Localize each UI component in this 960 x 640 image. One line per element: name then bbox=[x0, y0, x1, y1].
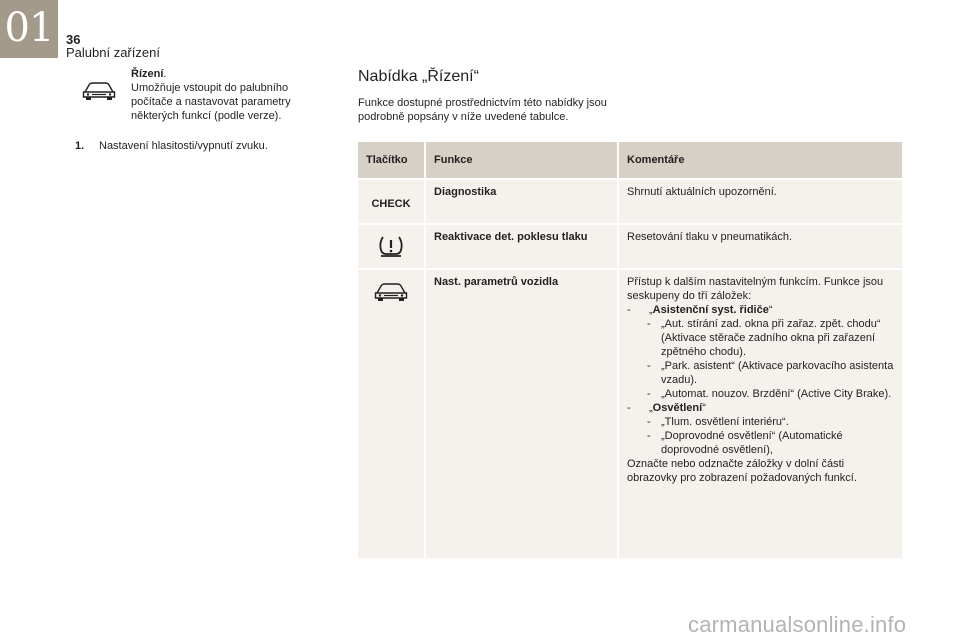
header-button: Tlačítko bbox=[358, 142, 426, 178]
list-item: - „Asistenční syst. řidiče“ bbox=[627, 304, 773, 316]
comment-intro: Přístup k dalším nastavitelným funkcím. Funkce jsou seskupeny do tří záložek: bbox=[627, 276, 884, 302]
list-item: - „Osvětlení“ bbox=[627, 402, 706, 414]
car-settings-icon bbox=[82, 80, 116, 102]
function-cell bbox=[426, 223, 619, 268]
list-item: - „Doprovodné osvětlení“ (Automatické doprovodné osvětlení), bbox=[647, 430, 843, 456]
table-header-row bbox=[358, 142, 902, 178]
page-number: 36 bbox=[66, 32, 81, 47]
function-cell bbox=[426, 268, 619, 558]
button-cell bbox=[358, 268, 426, 558]
comment-outro: Označte nebo odznačte záložky v dolní části obrazovky pro zobrazení požadovaných funkcí. bbox=[627, 458, 857, 484]
table-row bbox=[358, 268, 902, 558]
function-label: Nast. parametrů vozidla bbox=[434, 276, 559, 288]
car-settings-icon bbox=[374, 281, 408, 307]
comment-text: Resetování tlaku v pneumatikách. bbox=[627, 231, 793, 243]
menu-title-suffix: . bbox=[163, 68, 167, 80]
comment-cell bbox=[619, 178, 902, 223]
button-cell bbox=[358, 178, 426, 223]
function-label: Reaktivace det. poklesu tlaku bbox=[434, 231, 588, 243]
table-row bbox=[358, 178, 902, 223]
comment-text: Shrnutí aktuálních upozornění. bbox=[627, 186, 777, 198]
button-cell bbox=[358, 223, 426, 268]
header-function: Funkce bbox=[426, 142, 619, 178]
function-cell bbox=[426, 178, 619, 223]
tire-pressure-warning-icon bbox=[377, 234, 405, 262]
menu-description: Umožňuje vstoupit do palubního počítače a nastavovat parametry některých funkcí (podle verze). bbox=[131, 82, 291, 122]
chapter-tab bbox=[0, 0, 58, 58]
list-item: - „Aut. stírání zad. okna při zařaz. zpět. chodu“ (Aktivace stěrače zadního okna při zařazení zpětného chodu). bbox=[647, 318, 881, 358]
tab-name: Osvětlení bbox=[652, 402, 703, 414]
list-item: - „Automat. nouzov. Brzdění“ (Active City Brake). bbox=[647, 388, 892, 400]
menu-heading: Nabídka „Řízení“ bbox=[358, 68, 479, 85]
left-description-block bbox=[131, 67, 311, 123]
comment-cell bbox=[619, 268, 902, 558]
watermark: carmanualsonline.info bbox=[688, 612, 907, 637]
functions-table bbox=[358, 142, 902, 558]
intro-text: Funkce dostupné prostřednictvím této nabídky jsou podrobně popsány v níže uvedené tabulce. bbox=[358, 97, 607, 123]
menu-title: Řízení bbox=[131, 68, 164, 80]
item-number: 1. bbox=[75, 140, 85, 152]
check-button-label: CHECK bbox=[371, 198, 411, 210]
header-comment: Komentáře bbox=[619, 142, 902, 178]
chapter-number: 01 bbox=[4, 5, 54, 51]
list-item: - „Park. asistent“ (Aktivace parkovacího asistenta vzadu). bbox=[647, 360, 894, 386]
section-title: Palubní zařízení bbox=[66, 45, 160, 60]
item-text: Nastavení hlasitosti/vypnutí zvuku. bbox=[99, 140, 268, 152]
comment-cell bbox=[619, 223, 902, 268]
table-row bbox=[358, 223, 902, 268]
function-label: Diagnostika bbox=[434, 186, 497, 198]
numbered-item bbox=[75, 139, 335, 153]
list-item: - „Tlum. osvětlení interiéru“. bbox=[647, 416, 789, 428]
tab-name: Asistenční syst. řidiče bbox=[652, 304, 769, 316]
